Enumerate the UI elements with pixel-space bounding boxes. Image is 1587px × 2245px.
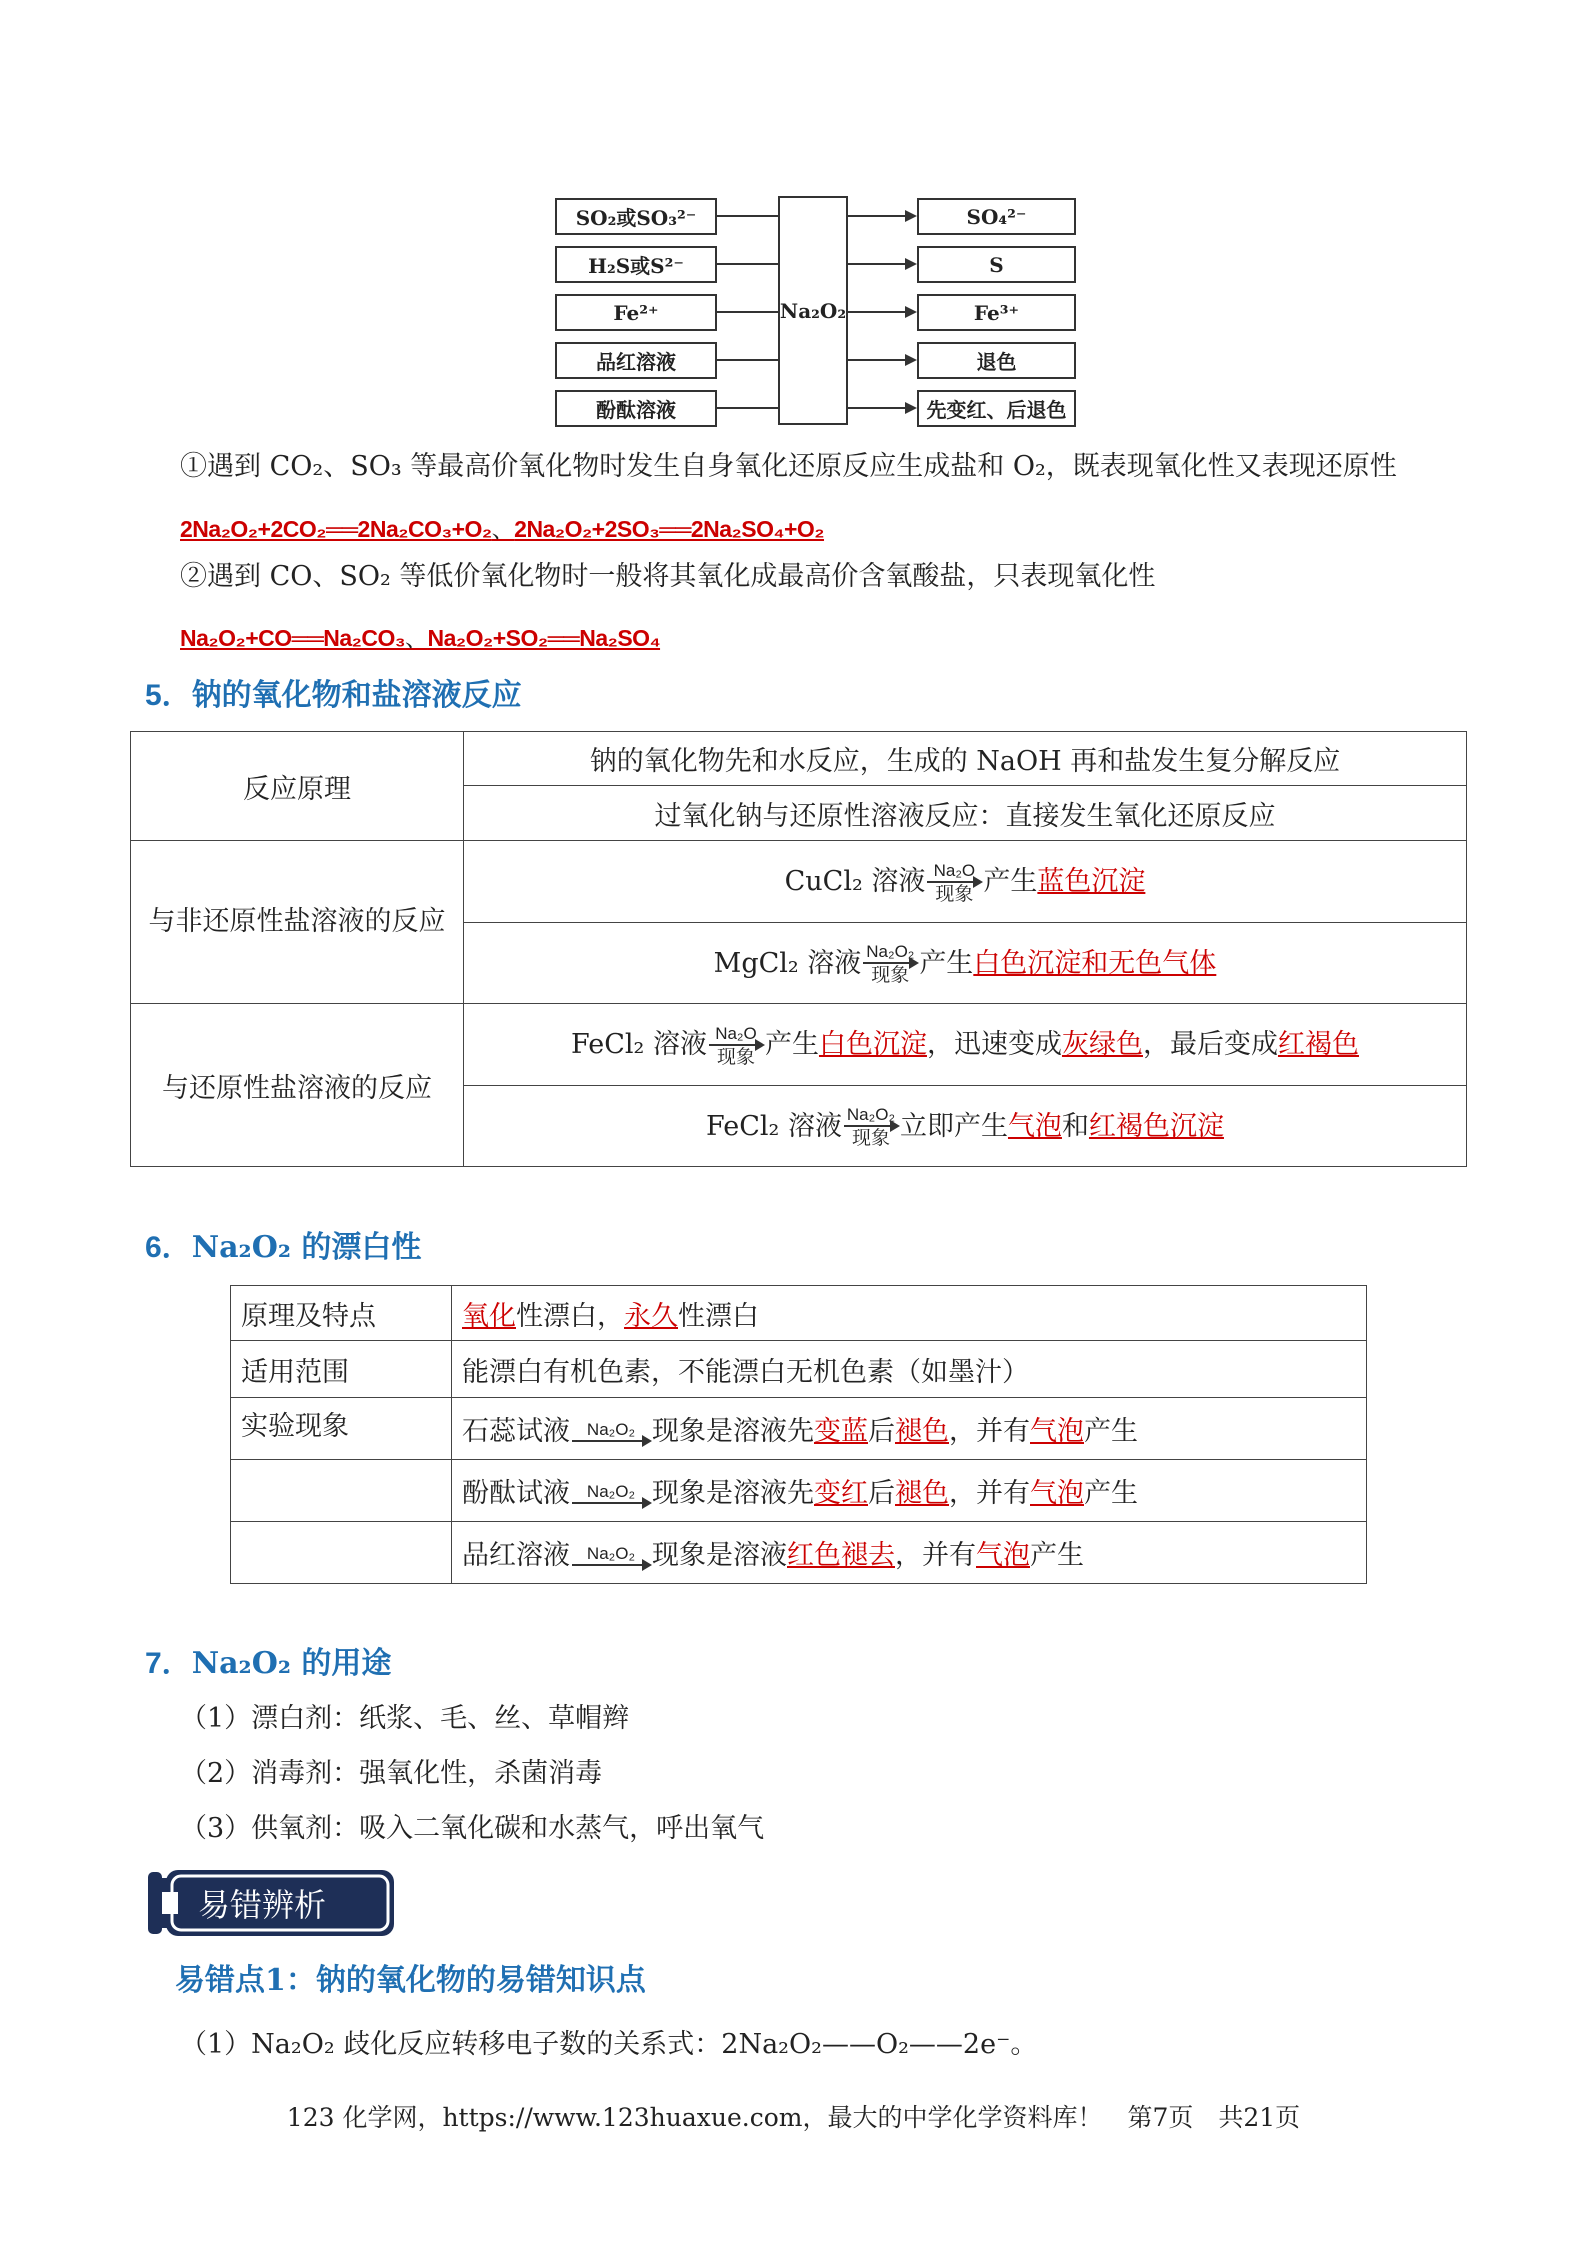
arrow-label: Na₂O₂ <box>846 1105 896 1125</box>
diagram-right-box: S <box>917 246 1076 283</box>
table-cell: 能漂白有机色素，不能漂白无机色素（如墨汁） <box>452 1341 1367 1398</box>
table-header-cell: 与非还原性盐溶液的反应 <box>131 841 464 1004</box>
table-cell <box>452 1286 1367 1341</box>
connector-line <box>715 263 778 265</box>
table-cell <box>464 923 1467 1004</box>
text: 现象是溶液先 <box>652 1416 814 1447</box>
text: 和 <box>1061 1110 1089 1142</box>
arrow-label: Na₂O₂ <box>866 942 915 962</box>
text: 现象是溶液先 <box>652 1478 814 1509</box>
equation-line-1 <box>180 511 824 544</box>
diagram-right-box: Fe³⁺ <box>917 294 1076 331</box>
table-cell <box>452 1522 1367 1584</box>
reaction-arrow <box>927 862 981 904</box>
answer-text: 气泡 <box>976 1540 1030 1571</box>
section-heading-7 <box>145 1638 391 1682</box>
arrow-label: Na₂O₂ <box>586 1420 636 1439</box>
diagram-right-box: 退色 <box>917 342 1076 379</box>
equation-line-2 <box>180 620 660 653</box>
text: 产生 <box>983 866 1038 898</box>
error-point-label: 易错点1： <box>175 1963 316 1998</box>
section-number: 7． <box>145 1647 192 1680</box>
diagram-left-box: SO₂或SO₃²⁻ <box>555 198 717 235</box>
diagram-center-box: Na₂O₂ <box>778 196 848 425</box>
arrow-label: Na₂O <box>715 1023 757 1043</box>
connector-line <box>715 359 778 361</box>
arrow-head <box>905 210 917 222</box>
error-point-item: （1）Na₂O₂ 歧化反应转移电子数的关系式：2Na₂O₂——O₂——2e⁻。 <box>180 2029 1038 2060</box>
answer-text: 灰绿色 <box>1061 1029 1143 1061</box>
table-header-cell <box>231 1522 452 1584</box>
answer-text: 蓝色沉淀 <box>1037 866 1146 898</box>
answer-text: 褪色 <box>895 1416 949 1447</box>
text: ，并有 <box>949 1478 1030 1509</box>
text: 产生 <box>1030 1540 1084 1571</box>
text: 产生 <box>919 947 974 979</box>
text: 立即产生 <box>899 1110 1008 1142</box>
reaction-arrow <box>709 1025 763 1067</box>
arrow-line <box>846 215 906 217</box>
equation: 2Na₂O₂+2CO₂══2Na₂CO₃+O₂ <box>180 516 492 542</box>
table-cell <box>464 1086 1467 1167</box>
text: ，最后变成 <box>1142 1029 1278 1061</box>
connector-line <box>715 407 778 409</box>
list-item: （1）漂白剂：纸浆、毛、丝、草帽辫 <box>180 1703 630 1734</box>
reaction-arrow <box>572 1545 650 1568</box>
table-header-cell <box>231 1460 452 1522</box>
arrow-label: Na₂O₂ <box>586 1544 636 1563</box>
reaction-arrow <box>844 1106 898 1148</box>
answer-text: 永久 <box>624 1300 678 1332</box>
page-footer: 123 化学网，https://www.123huaxue.com，最大的中学化学资料库！ 第7页 共21页 <box>286 2103 1301 2132</box>
arrow-head <box>905 354 917 366</box>
arrow-head <box>905 306 917 318</box>
banner-title: 易错辨析 <box>198 1886 327 1924</box>
answer-text: 变红 <box>814 1478 868 1509</box>
reactant: 酚酞试液 <box>462 1478 570 1509</box>
table-header-cell: 适用范围 <box>231 1341 452 1398</box>
list-item: （3）供氧剂：吸入二氧化碳和水蒸气，呼出氧气 <box>180 1813 765 1844</box>
text: 产生 <box>764 1029 819 1061</box>
bleaching-table <box>230 1285 1367 1584</box>
answer-text: 红色褪去 <box>787 1540 895 1571</box>
diagram-right-box: 先变红、后退色 <box>917 390 1076 427</box>
reaction-arrow <box>863 943 917 985</box>
diagram-left-box: Fe²⁺ <box>555 294 717 331</box>
answer-text: 气泡 <box>1030 1478 1084 1509</box>
arrow-label: 现象 <box>851 1127 890 1150</box>
answer-text: 变蓝 <box>814 1416 868 1447</box>
diagram-left-box: 品红溶液 <box>555 342 717 379</box>
diagram-left-box: H₂S或S²⁻ <box>555 246 717 283</box>
table-header-cell: 与还原性盐溶液的反应 <box>131 1004 464 1167</box>
table-cell <box>464 841 1467 923</box>
separator: 、 <box>405 625 428 651</box>
section-number: 6． <box>145 1231 192 1264</box>
section-heading-6 <box>145 1222 421 1266</box>
arrow-head <box>905 258 917 270</box>
text: 性漂白 <box>678 1300 759 1332</box>
table-header-cell: 实验现象 <box>231 1398 452 1460</box>
error-point-title: 钠的氧化物的易错知识点 <box>315 1963 646 1998</box>
section-banner <box>148 1868 398 1938</box>
text: 产生 <box>1084 1478 1138 1509</box>
separator: 、 <box>491 516 515 542</box>
list-item: （2）消毒剂：强氧化性，杀菌消毒 <box>180 1758 603 1789</box>
salt-reaction-table <box>130 731 1467 1167</box>
text: ，并有 <box>895 1540 976 1571</box>
arrow-head <box>905 402 917 414</box>
error-point-heading <box>175 1955 646 1999</box>
table-header-cell: 反应原理 <box>131 732 464 841</box>
arrow-label: Na₂O <box>933 860 976 880</box>
connector-line <box>715 215 778 217</box>
table-cell <box>452 1460 1367 1522</box>
table-cell <box>464 1004 1467 1086</box>
arrow-label: 现象 <box>935 882 974 905</box>
diagram-right-box: SO₄²⁻ <box>917 198 1076 235</box>
answer-text: 气泡 <box>1030 1416 1084 1447</box>
reaction-arrow <box>572 1421 650 1444</box>
table-cell: 过氧化钠与还原性溶液反应：直接发生氧化还原反应 <box>464 786 1467 841</box>
answer-text: 氧化 <box>462 1300 516 1332</box>
arrow-label: Na₂O₂ <box>586 1482 636 1501</box>
arrow-label: 现象 <box>871 964 910 987</box>
text: 后 <box>868 1478 895 1509</box>
arrow-label: 现象 <box>716 1045 755 1068</box>
paragraph-1: ①遇到 CO₂、SO₃ 等最高价氧化物时发生自身氧化还原反应生成盐和 O₂，既表现氧化性又表现还原性 <box>180 451 1397 482</box>
answer-text: 褪色 <box>895 1478 949 1509</box>
text: ，迅速变成 <box>926 1029 1062 1061</box>
reactant: FeCl₂ 溶液 <box>571 1029 707 1061</box>
arrow-line <box>846 263 906 265</box>
reactant: CuCl₂ 溶液 <box>784 866 926 898</box>
answer-text: 气泡 <box>1007 1110 1062 1142</box>
reaction-arrow <box>572 1483 650 1506</box>
answer-text: 红褐色 <box>1277 1029 1359 1061</box>
section-title: Na₂O₂ 的漂白性 <box>191 1230 422 1265</box>
text: 性漂白， <box>516 1300 624 1332</box>
table-cell <box>452 1398 1367 1460</box>
text: 现象是溶液 <box>652 1540 787 1571</box>
paragraph-2: ②遇到 CO、SO₂ 等低价氧化物时一般将其氧化成最高价含氧酸盐，只表现氧化性 <box>180 561 1156 592</box>
equation: Na₂O₂+SO₂══Na₂SO₄ <box>427 625 661 651</box>
equation: Na₂O₂+CO══Na₂CO₃ <box>180 625 406 651</box>
reactant: MgCl₂ 溶液 <box>713 947 862 979</box>
answer-text: 红褐色沉淀 <box>1088 1110 1224 1142</box>
connector-line <box>715 311 778 313</box>
equation: 2Na₂O₂+2SO₃══2Na₂SO₄+O₂ <box>514 516 825 542</box>
section-number: 5． <box>145 679 192 712</box>
table-header-cell: 原理及特点 <box>231 1286 452 1341</box>
arrow-line <box>846 407 906 409</box>
section-title: 钠的氧化物和盐溶液反应 <box>191 678 522 713</box>
answer-text: 白色沉淀和无色气体 <box>973 947 1217 979</box>
text: ，并有 <box>949 1416 1030 1447</box>
arrow-line <box>846 311 906 313</box>
reactant: 品红溶液 <box>462 1540 570 1571</box>
arrow-line <box>846 359 906 361</box>
answer-text: 白色沉淀 <box>818 1029 927 1061</box>
section-heading-5 <box>145 670 522 714</box>
reactant: 石蕊试液 <box>462 1416 570 1447</box>
text: 产生 <box>1084 1416 1138 1447</box>
diagram-left-box: 酚酞溶液 <box>555 390 717 427</box>
table-cell: 钠的氧化物先和水反应，生成的 NaOH 再和盐发生复分解反应 <box>464 732 1467 786</box>
text: 后 <box>868 1416 895 1447</box>
reactant: FeCl₂ 溶液 <box>706 1110 842 1142</box>
section-title: Na₂O₂ 的用途 <box>191 1646 392 1681</box>
